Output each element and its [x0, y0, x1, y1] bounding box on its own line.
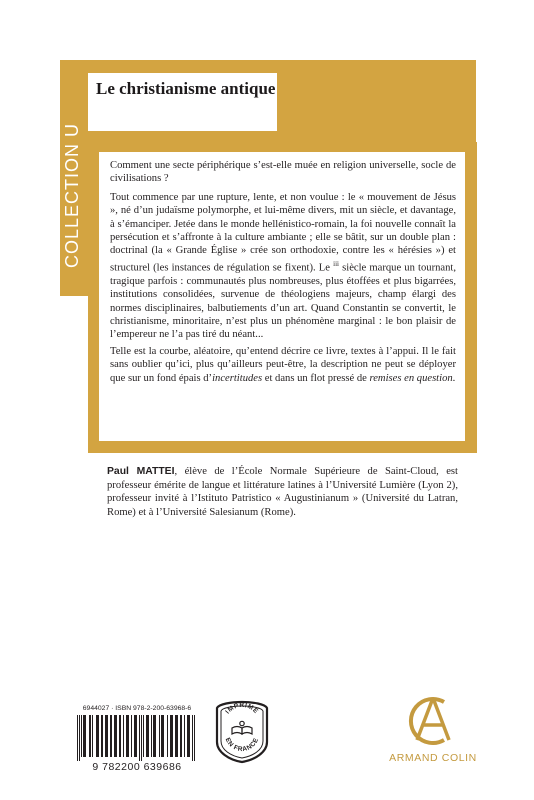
barcode-bar — [192, 715, 193, 761]
barcode-bar — [134, 715, 137, 757]
barcode-bar — [79, 715, 80, 761]
blurb-text: Tout commence par une rupture, lente, et non voulue : le « mouvement de Jésus », né d’un judaïsme polymorphe, et lui-même divers, mit un siècle, et davantage, à s’émanciper. Jetée dans le monde hellénistico-romain, la foi nouvelle connaît la persécution et s’affronte à la culture ambiante ; elle se bâtit, sur un double plan : doctrinal (la « Grande Église » crée son orthodoxie, contre les « hérésies ») et structurel (les instances de régulation se fixent). Le — [110, 191, 456, 274]
blurb-text: Telle est la courbe, aléatoire, qu’entend décrire ce livre, textes à l’appui. Il le fait sans oublier qu’ici, plus qu’ailleurs peut-être, la description ne peut se déployer que sur un fond épais d’ — [110, 345, 456, 384]
barcode-bar — [167, 715, 168, 757]
century-numeral: iii — [333, 259, 339, 268]
stamp-top-text: IMPRIMÉ — [224, 702, 260, 716]
barcode-bar — [110, 715, 112, 757]
blurb-question: Comment une secte périphérique s’est-elle muée en religion universelle, socle de civilisations ? — [110, 160, 456, 185]
blurb-text: siècle marque un tournant, tragique parfois : communautés plus nombreuses, plus étoffées et plus bigarrées, institutions consolidées, survenue de théologiens majeurs, champ élargi des normes disciplinaires, balbutiements d’un art. Quand Constantin se convertit, le christianisme, minoritaire, n’est plus un phénomène marginal : le bon plaisir de l’empereur ne l’a pas tiré du néant... — [110, 262, 456, 341]
barcode-bar — [146, 715, 149, 757]
barcode-bar — [143, 715, 144, 757]
imprime-en-france-stamp — [213, 700, 271, 764]
barcode-bar — [126, 715, 129, 757]
book-title: Le christianisme antique — [96, 79, 276, 98]
barcode-bar — [187, 715, 190, 757]
blurb-emphasis: incertitudes — [212, 372, 263, 384]
barcode-bar — [123, 715, 124, 757]
publisher-name: ARMAND COLIN — [389, 752, 477, 764]
blurb-emphasis: remises en question — [369, 372, 453, 384]
blurb-text: . — [452, 372, 456, 384]
blurb-paragraph-history — [110, 191, 456, 342]
barcode-bar — [92, 715, 93, 757]
publisher-logo — [388, 692, 478, 778]
collection-label: COLLECTION U — [62, 122, 82, 268]
barcode-bar — [153, 715, 156, 757]
barcode-bar — [161, 715, 164, 757]
barcode-bar — [105, 715, 108, 757]
barcode-bar — [77, 715, 78, 761]
barcode-bar — [83, 715, 86, 757]
barcode-bar — [81, 715, 82, 757]
back-cover-blurb — [110, 159, 456, 388]
stamp-bottom-text: EN FRANCE — [223, 736, 261, 754]
author-bio-text: , élève de l’École Normale Supérieure de Saint-Cloud, est professeur émérite de langue et littérature latines à l’Université Lumière (Lyon 2), professeur invité à l’Istituto Patristico « Augustinianum » (Université du Latran, Rome) et à l’Université Salesianum (Rome). — [107, 466, 458, 518]
armand-colin-monogram-icon — [388, 692, 478, 750]
barcode-bar — [139, 715, 140, 761]
barcode-bar — [170, 715, 173, 757]
barcode-bar — [96, 715, 99, 757]
barcode-bar — [151, 715, 152, 757]
blurb-paragraph-aim — [110, 345, 456, 385]
barcode — [73, 705, 201, 773]
barcode-bar — [101, 715, 103, 757]
barcode-bar — [114, 715, 117, 757]
barcode-bars — [73, 715, 201, 763]
barcode-bar — [89, 715, 91, 757]
barcode-bar — [175, 715, 178, 757]
barcode-bar — [141, 715, 142, 761]
barcode-bar — [194, 715, 195, 761]
barcode-bar — [159, 715, 160, 757]
barcode-digits: 9 782200 639686 — [92, 761, 182, 773]
author-bio — [107, 465, 458, 519]
isbn-caption: 6944027 · ISBN 978-2-200-63968-6 — [82, 705, 192, 712]
barcode-bar — [131, 715, 132, 757]
barcode-bar — [184, 715, 185, 757]
barcode-bar — [119, 715, 121, 757]
blurb-text: et dans un flot pressé de — [262, 372, 370, 384]
author-name: Paul MATTEI — [107, 466, 175, 477]
barcode-bar — [180, 715, 182, 757]
